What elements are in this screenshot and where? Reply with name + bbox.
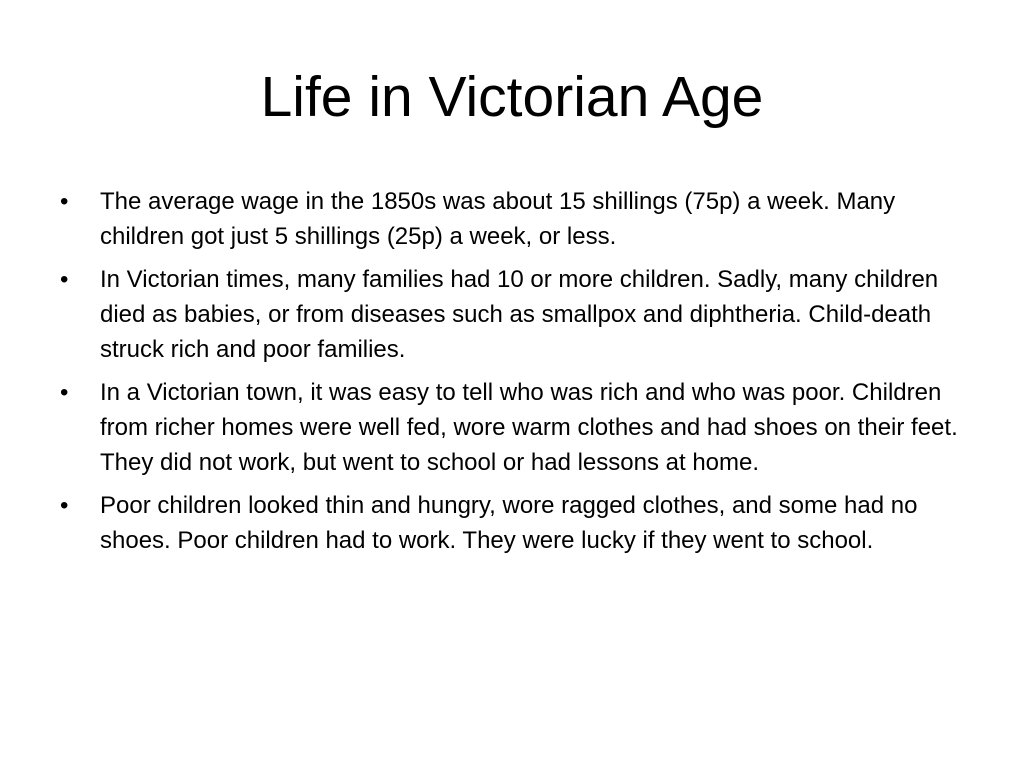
- bullet-point-icon: •: [60, 188, 69, 215]
- bullet-text: In a Victorian town, it was easy to tell who was rich and who was poor. Children from richer homes were well fed, wore warm clothes and had shoes on their feet. They did not work, but went to school or had lessons at home.: [100, 379, 958, 476]
- bullet-item: [60, 488, 980, 558]
- bullet-item: [60, 184, 980, 254]
- bullet-point-icon: •: [60, 379, 69, 406]
- slide-title: Life in Victorian Age: [260, 65, 764, 129]
- bullet-text: Poor children looked thin and hungry, wore ragged clothes, and some had no shoes. Poor children had to work. They were lucky if they went to school.: [100, 492, 918, 554]
- bullet-item: [60, 375, 980, 480]
- bullet-list: [60, 184, 980, 566]
- bullet-text: In Victorian times, many families had 10 or more children. Sadly, many children died as babies, or from diseases such as smallpox and diphtheria. Child-death struck rich and poor families.: [100, 266, 939, 363]
- bullet-item: [60, 262, 980, 367]
- bullet-text: The average wage in the 1850s was about 15 shillings (75p) a week. Many children got just 5 shillings (25p) a week, or less.: [100, 188, 896, 250]
- bullet-point-icon: •: [60, 492, 69, 519]
- bullet-point-icon: •: [60, 266, 69, 293]
